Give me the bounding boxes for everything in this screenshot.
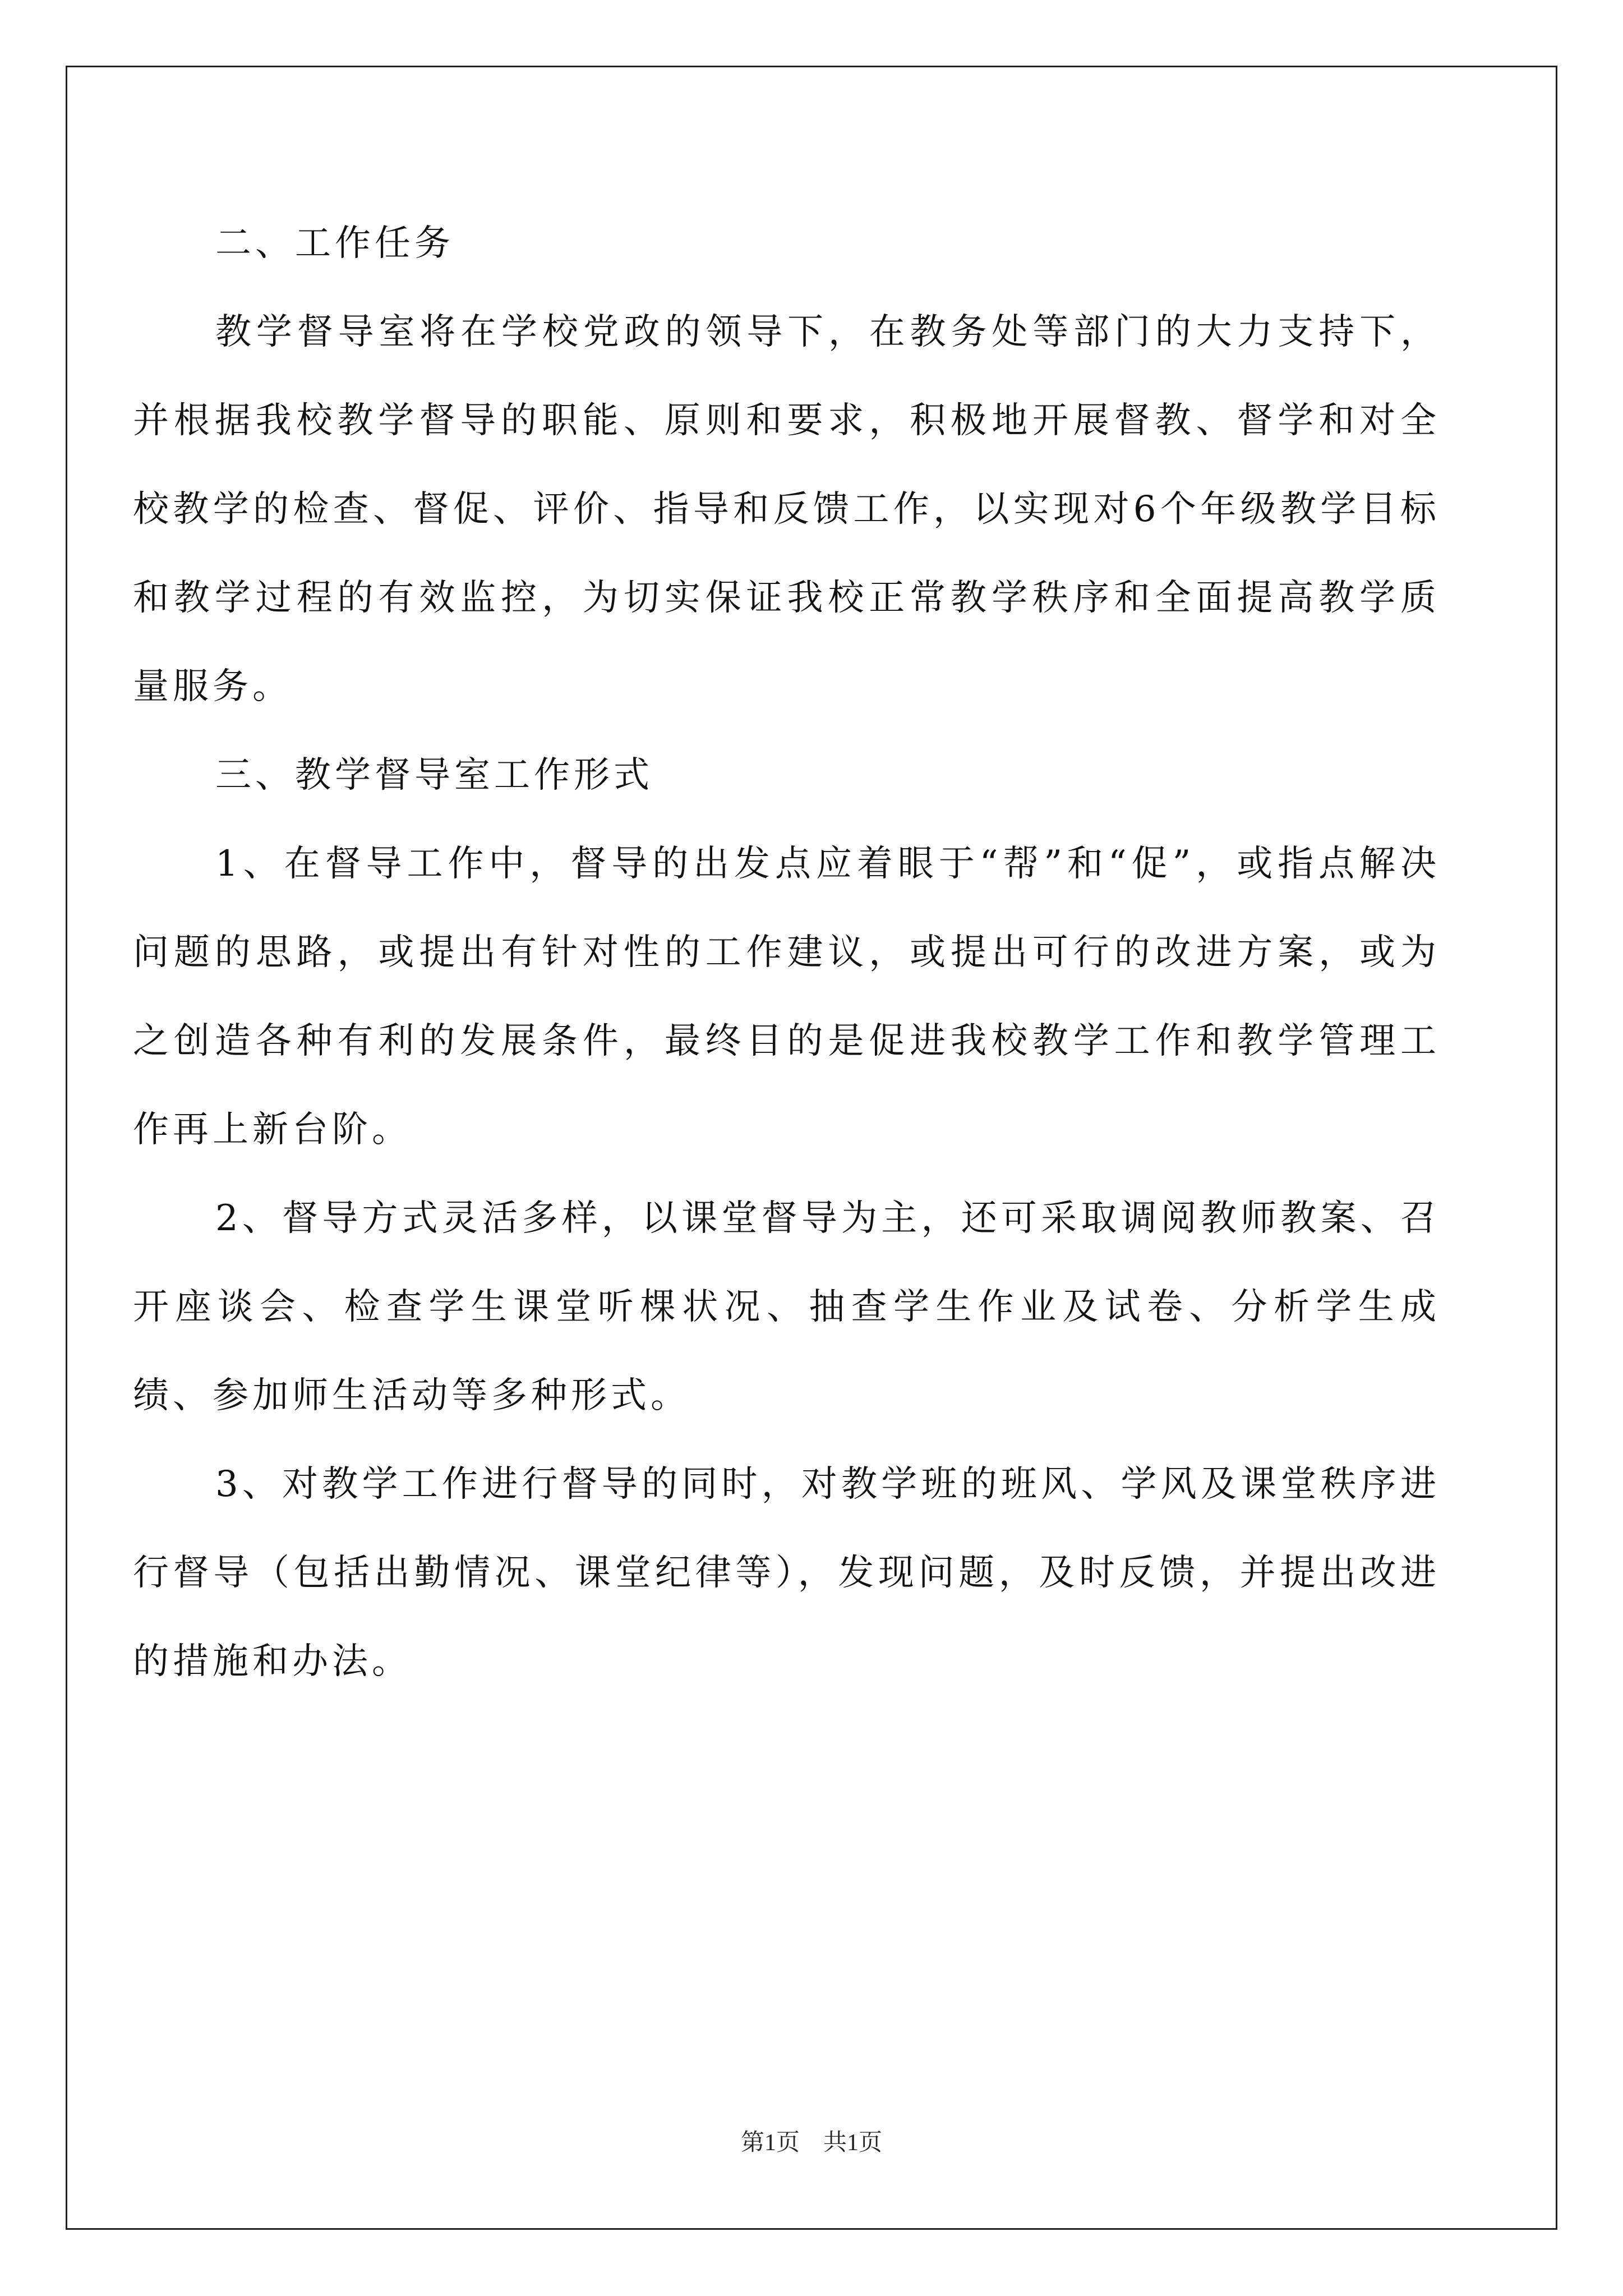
page-number-footer: 第1页 共1页: [740, 2130, 882, 2156]
paragraph-tasks: 教学督导室将在学校党政的领导下，在教务处等部门的大力支持下，并根据我校教学督导的职能、原则和要求，积极地开展督教、督学和对全校教学的检查、督促、评价、指导和反馈工作，以实现对6个年级教学目标和教学过程的有效监控，为切实保证我校正常教学秩序和全面提高教学质量服务。: [133, 311, 1440, 707]
section-heading-tasks: 二、工作任务: [215, 223, 454, 264]
paragraph-item-2: 2、督导方式灵活多样，以课堂督导为主，还可采取调阅教师教案、召开座谈会、检查学生课堂听棵状况、抽查学生作业及试卷、分析学生成绩、参加师生活动等多种形式。: [133, 1198, 1440, 1416]
paragraph-item-1: 1、在督导工作中，督导的出发点应着眼于“帮”和“促”，或指点解决问题的思路，或提出有针对性的工作建议，或提出可行的改进方案，或为之创造各种有利的发展条件，最终目的是促进我校教学工作和教学管理工作再上新台阶。: [133, 843, 1440, 1151]
document-body: [133, 199, 1440, 1706]
paragraph-item-3: 3、对教学工作进行督导的同时，对教学班的班风、学风及课堂秩序进行督导（包括出勤情况、课堂纪律等），发现问题，及时反馈，并提出改进的措施和办法。: [133, 1464, 1440, 1682]
section-heading-forms: 三、教学督导室工作形式: [215, 754, 653, 796]
